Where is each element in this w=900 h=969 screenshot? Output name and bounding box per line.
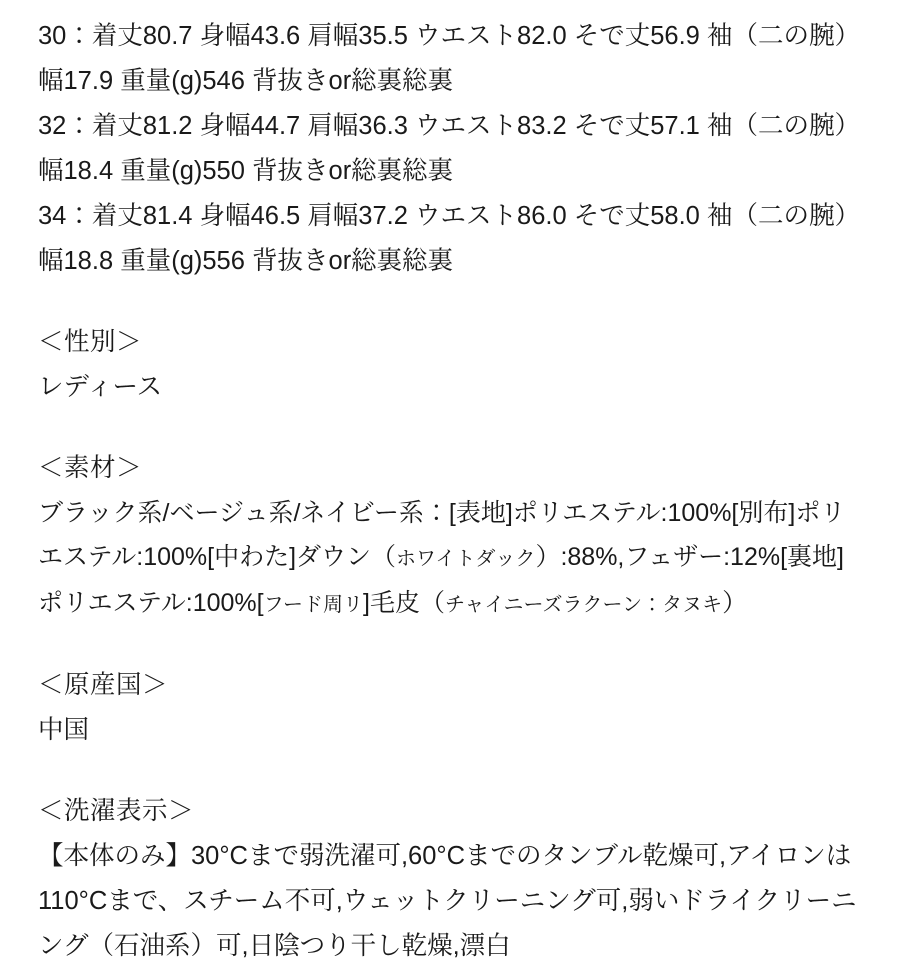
material-text-small: ホワイトダック	[396, 548, 536, 570]
section-heading-gender: ＜性別＞	[38, 328, 143, 356]
size-chart-row: 30：着丈80.7 身幅43.6 肩幅35.5 ウエスト82.0 そで丈56.9 袖（二の腕）幅17.9 重量(g)546 背抜きor総裏総裏	[38, 22, 860, 95]
material-text-small: フード周リ	[263, 594, 363, 616]
section-heading-material: ＜素材＞	[38, 454, 143, 482]
section-gender	[38, 320, 862, 410]
section-spacer	[38, 627, 862, 663]
size-chart-row: 32：着丈81.2 身幅44.7 肩幅36.3 ウエスト83.2 そで丈57.1 袖（二の腕）幅18.4 重量(g)550 背抜きor総裏総裏	[38, 112, 860, 185]
material-text-part: ブラック系/ベージュ系/ネイビー系：[表地]ポリエステル:100%[別布]ポリエステル:100%[中わた]ダウン（	[38, 499, 846, 571]
material-text-part: ）:88%,フェザー:12%[裏地]ポリエステル:100%[	[38, 543, 844, 617]
material-text-part: ]毛皮（	[363, 589, 445, 617]
material-text-part: ）	[722, 589, 748, 617]
section-heading-care: ＜洗濯表示＞	[38, 797, 195, 825]
material-text-small: チャイニーズラクーン：タヌキ	[444, 594, 723, 616]
section-spacer	[38, 284, 862, 320]
section-body-material	[38, 491, 862, 627]
size-chart-block	[38, 14, 862, 284]
section-origin	[38, 663, 862, 753]
section-body-care: 【本体のみ】30°Cまで弱洗濯可,60°Cまでのタンブル乾燥可,アイロンは110°Cまで、スチーム不可,ウェットクリーニング可,弱いドライクリーニング（石油系）可,日陰つり干し乾燥,漂白	[38, 842, 857, 960]
section-heading-origin: ＜原産国＞	[38, 671, 169, 699]
section-material	[38, 446, 862, 627]
section-body-gender: レディース	[38, 373, 163, 401]
section-body-origin: 中国	[38, 716, 90, 744]
section-spacer	[38, 753, 862, 789]
section-care	[38, 789, 862, 969]
section-spacer	[38, 410, 862, 446]
size-chart-row: 34：着丈81.4 身幅46.5 肩幅37.2 ウエスト86.0 そで丈58.0 袖（二の腕）幅18.8 重量(g)556 背抜きor総裏総裏	[38, 202, 860, 275]
